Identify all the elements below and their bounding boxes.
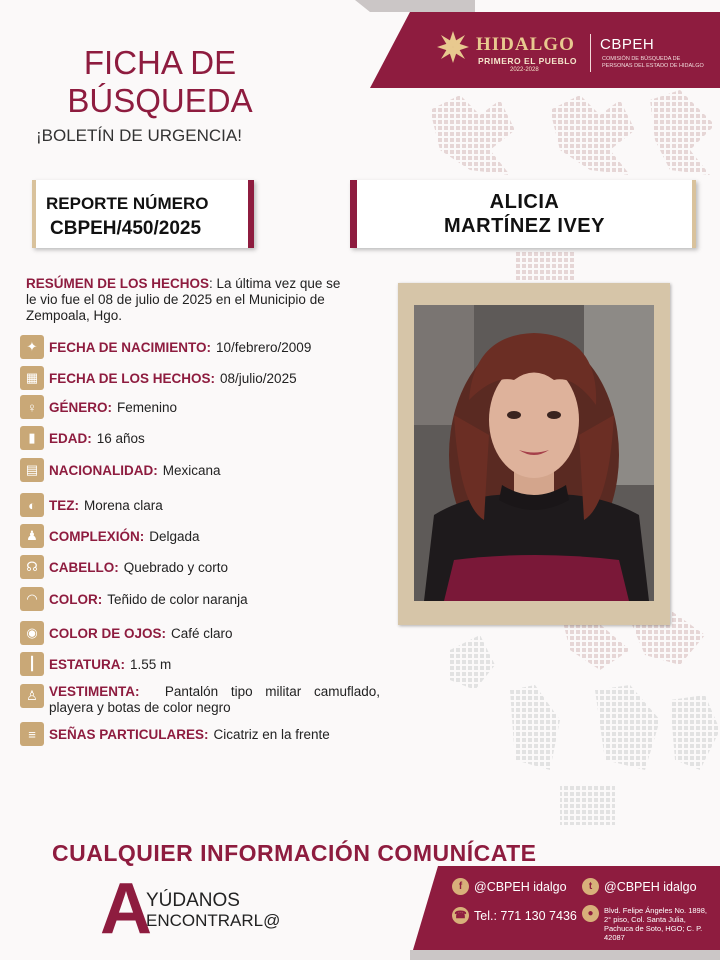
facebook-handle: @CBPEH idalgo <box>474 879 567 894</box>
twitter-contact[interactable] <box>582 878 697 895</box>
nationality-label: NACIONALIDAD: <box>49 462 158 478</box>
field-hair <box>20 555 228 579</box>
nationality-value: Mexicana <box>162 462 221 478</box>
gender-value: Femenino <box>117 399 178 415</box>
field-clothing <box>20 684 380 716</box>
clothing-text <box>49 684 380 716</box>
contact-cta: CUALQUIER INFORMACIÓN COMUNÍCATE <box>52 840 537 866</box>
eye-color-value: Café claro <box>171 625 233 641</box>
help-logo-line-2: ENCONTRARL@ <box>146 911 281 930</box>
height-label: ESTATURA: <box>49 656 125 672</box>
event-date-value: 08/julio/2025 <box>220 370 297 386</box>
hair-color-label: COLOR: <box>49 591 103 607</box>
page-title <box>60 44 260 120</box>
gender-label: GÉNERO: <box>49 399 113 415</box>
summary-label: RESÚMEN DE LOS HECHOS <box>26 276 210 291</box>
urgency-subtitle: ¡BOLETÍN DE URGENCIA! <box>36 126 242 145</box>
skin-value: Morena clara <box>84 497 163 513</box>
clothing-value: Pantalón tipo militar camuflado, playera y botas de color negro <box>49 684 380 715</box>
field-birth-date <box>20 335 311 359</box>
field-event-date <box>20 366 297 390</box>
person-name-box <box>350 180 696 248</box>
address-text: Blvd. Felipe Ángeles No. 1898, 2° piso, Col. Santa Julia, Pachuca de Soto, HGO; C. P. 42087 <box>604 906 707 942</box>
report-number: CBPEH/450/2025 <box>50 218 202 239</box>
twitter-handle: @CBPEH idalgo <box>604 879 697 894</box>
org-acronym: CBPEH <box>600 36 655 53</box>
field-nationality <box>20 458 221 482</box>
phone-number: Tel.: 771 130 7436 <box>474 908 577 923</box>
photo-frame <box>398 283 670 625</box>
gender-icon: ♀ <box>20 395 44 419</box>
hair-color-value: Teñido de color naranja <box>107 591 248 607</box>
person-photo <box>414 305 654 601</box>
field-hair-color <box>20 587 248 611</box>
build-label: COMPLEXIÓN: <box>49 528 145 544</box>
facebook-contact[interactable] <box>452 878 567 895</box>
hair-label: CABELLO: <box>49 559 119 575</box>
clothing-label: VESTIMENTA: <box>49 684 140 699</box>
field-gender <box>20 395 177 419</box>
field-eye-color <box>20 621 233 645</box>
birth-date-value: 10/febrero/2009 <box>216 339 312 355</box>
build-value: Delgada <box>149 528 200 544</box>
id-card-icon: ▤ <box>20 458 44 482</box>
help-logo-letter: A <box>100 869 152 949</box>
phone-icon: ☎ <box>452 907 469 924</box>
skin-icon: ◐ <box>20 493 44 517</box>
logo-divider <box>590 34 591 72</box>
person-first-name: ALICIA <box>489 191 560 213</box>
help-logo-line-1: YÚDANOS <box>146 890 240 911</box>
summary-text: : La última vez que se le vio fue el 08 de julio de 2025 en el Municipio de Zempoala, Hgo. <box>26 276 341 323</box>
summary-paragraph <box>26 276 346 324</box>
age-label: EDAD: <box>49 430 92 446</box>
location-icon: ● <box>582 905 599 922</box>
hair-color-icon: ◠ <box>20 587 44 611</box>
flower-logo-icon <box>436 30 470 64</box>
birth-date-label: FECHA DE NACIMIENTO: <box>49 339 211 355</box>
field-skin <box>20 493 163 517</box>
logo-years: 2022-2028 <box>510 67 539 73</box>
age-icon: ▮ <box>20 426 44 450</box>
age-value: 16 años <box>96 430 145 446</box>
marks-icon: ≡ <box>20 722 44 746</box>
field-age <box>20 426 145 450</box>
skin-label: TEZ: <box>49 497 79 513</box>
shirt-icon: ♙ <box>20 684 44 708</box>
logo-tagline: PRIMERO EL PUEBLO <box>478 56 578 66</box>
facebook-icon: f <box>452 878 469 895</box>
eye-color-label: COLOR DE OJOS: <box>49 625 167 641</box>
org-full-name: COMISIÓN DE BÚSQUEDA DE PERSONAS DEL ESTADO DE HIDALGO <box>602 56 704 69</box>
calendar-icon: ▦ <box>20 366 44 390</box>
report-label: REPORTE NÚMERO <box>46 194 209 213</box>
eye-icon: ◉ <box>20 621 44 645</box>
height-value: 1.55 m <box>130 656 172 672</box>
hair-value: Quebrado y corto <box>123 559 229 575</box>
twitter-icon: t <box>582 878 599 895</box>
header-gray-stripe <box>355 0 475 12</box>
logo-hidalgo-text: HIDALGO <box>476 34 575 55</box>
marks-value: Cicatriz en la frente <box>213 726 330 742</box>
report-box <box>32 180 254 248</box>
title-line-2: BÚSQUEDA <box>67 82 253 119</box>
ruler-icon: ┃ <box>20 652 44 676</box>
cake-icon: ✦ <box>20 335 44 359</box>
person-last-name: MARTÍNEZ IVEY <box>444 215 605 237</box>
body-icon: ♟ <box>20 524 44 548</box>
marks-label: SEÑAS PARTICULARES: <box>49 726 209 742</box>
event-date-label: FECHA DE LOS HECHOS: <box>49 370 216 386</box>
phone-contact[interactable] <box>452 907 577 924</box>
footer-gray-stripe <box>410 950 720 960</box>
title-line-1: FICHA DE <box>83 44 237 81</box>
hair-icon: ☊ <box>20 555 44 579</box>
field-height <box>20 652 171 676</box>
field-build <box>20 524 200 548</box>
field-marks <box>20 722 330 746</box>
